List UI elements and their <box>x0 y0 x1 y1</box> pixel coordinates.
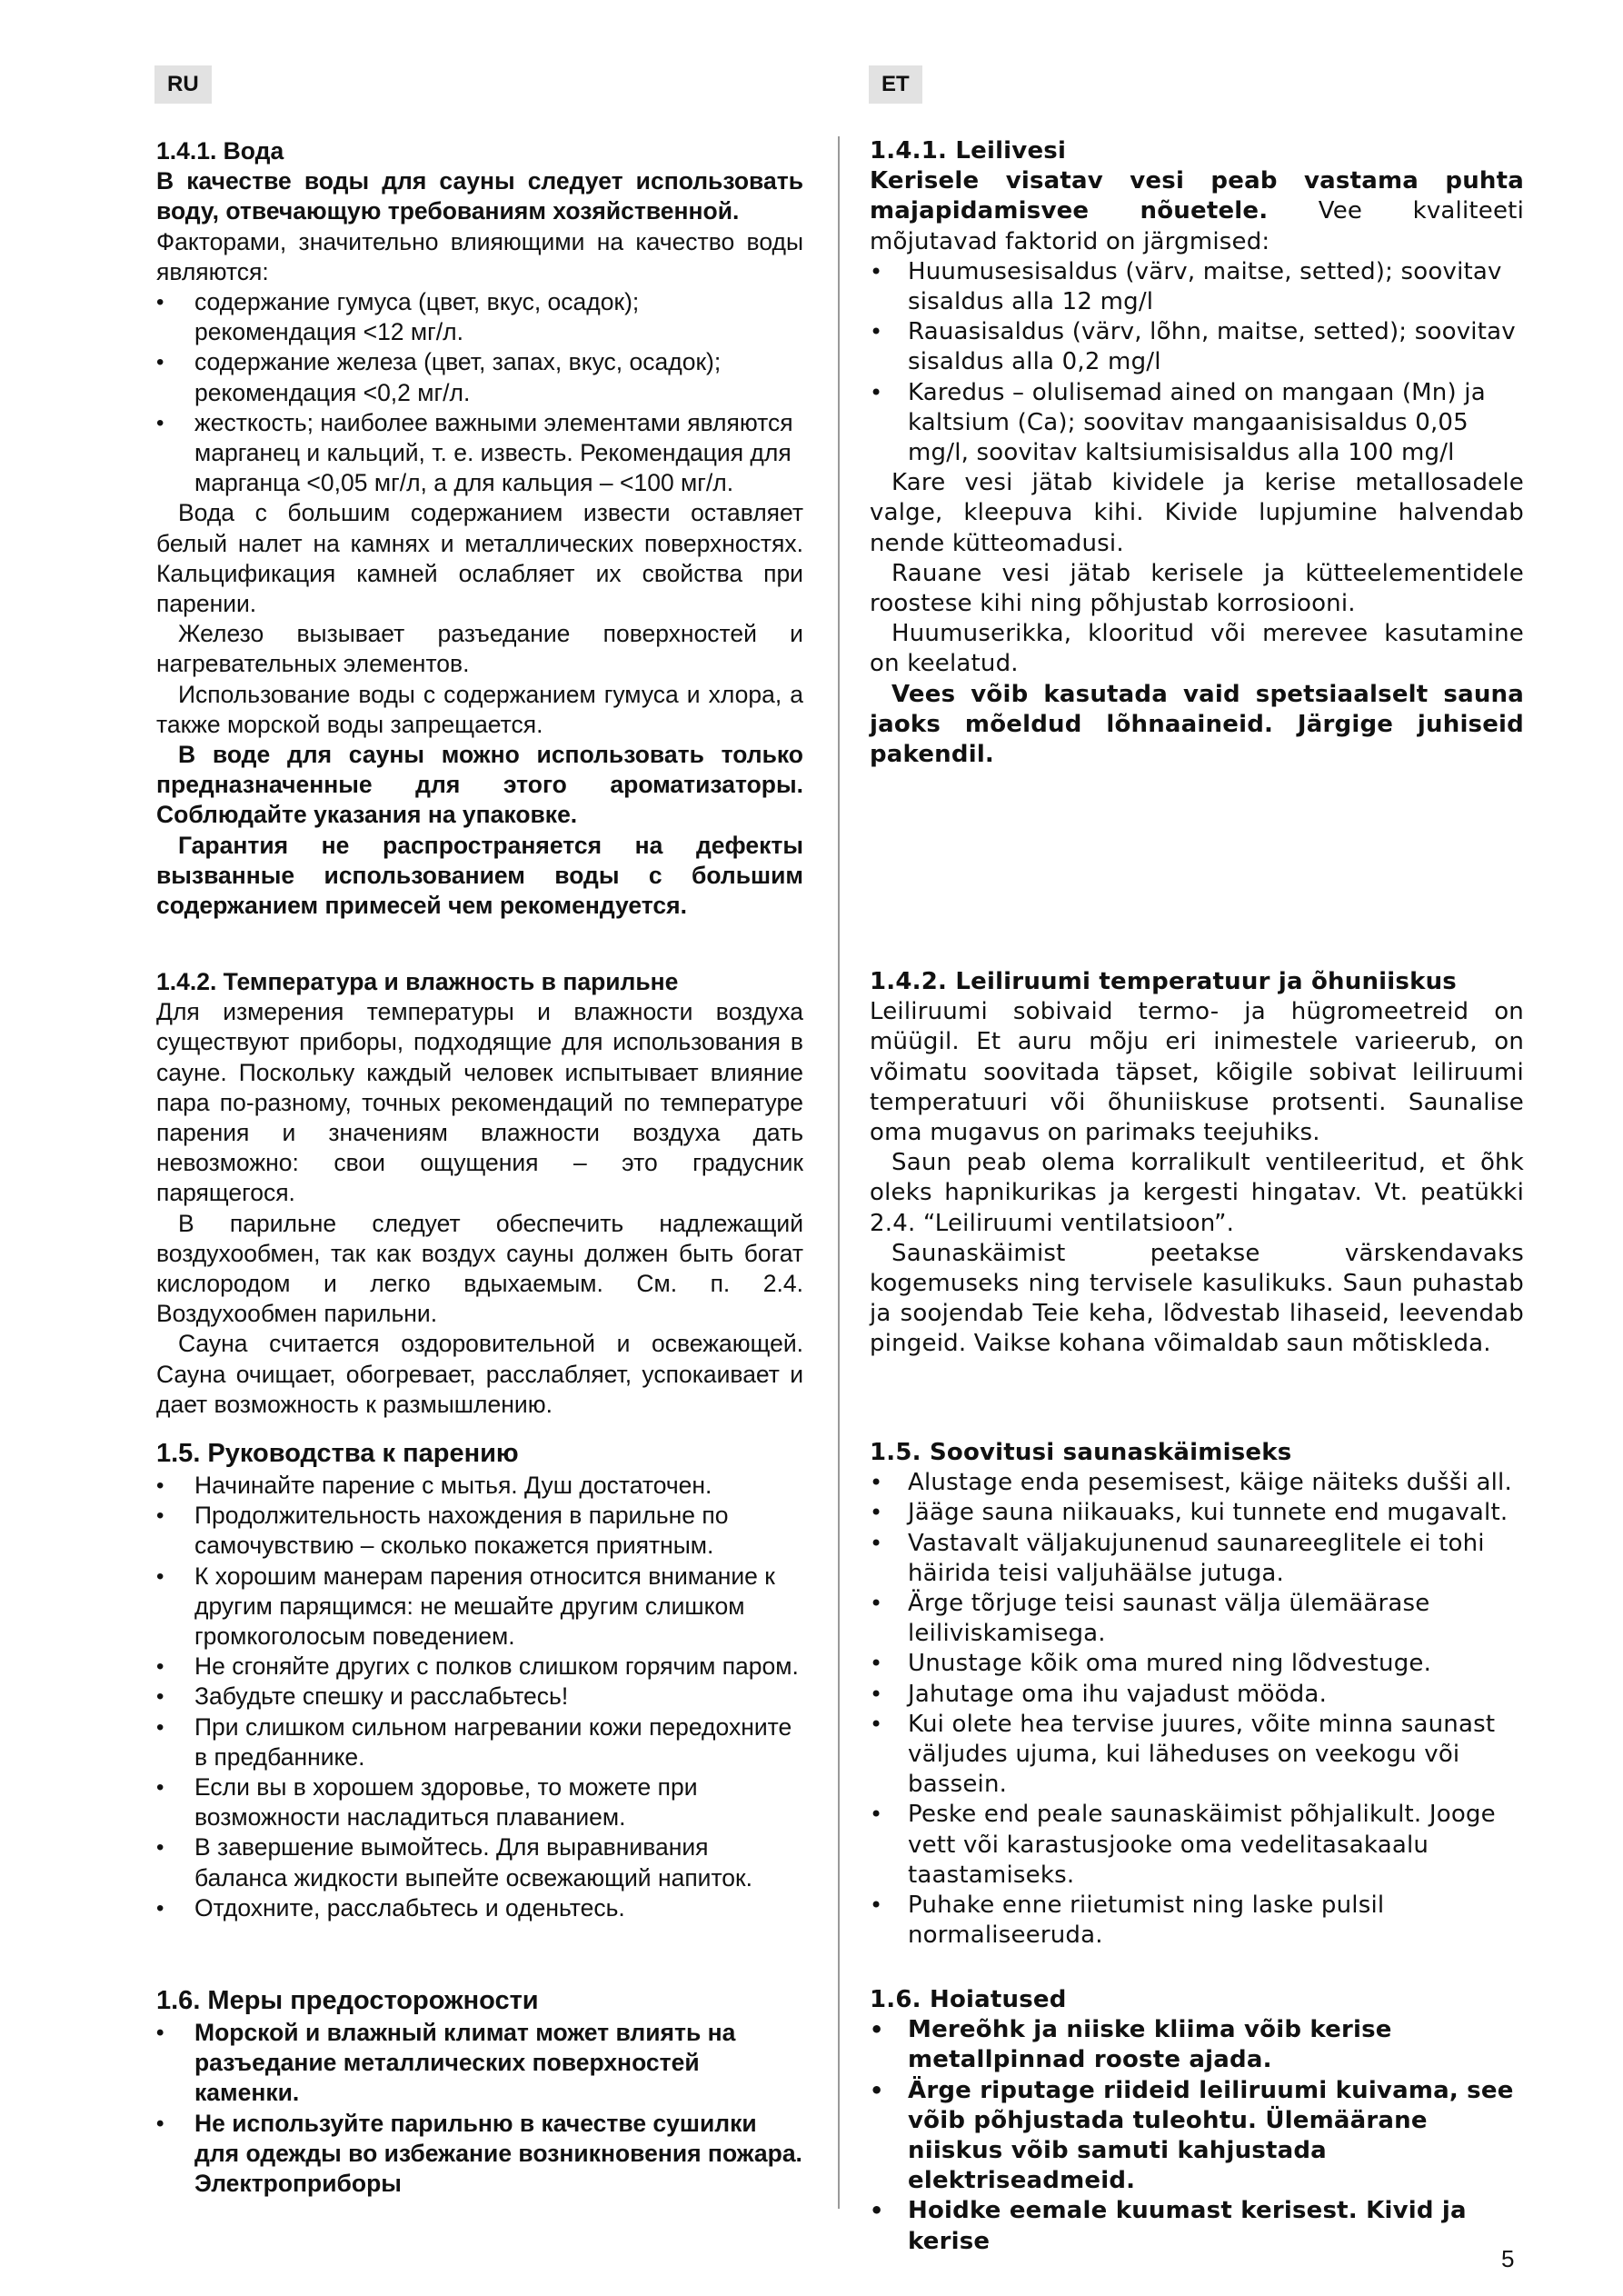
list-item: • содержание гумуса (цвет, вкус, осадок); рекомендация <12 мг/л. <box>156 287 803 347</box>
paragraph: В парильне следует обеспечить надлежащий воздухообмен, так как воздух сауны должен быть богат кислородом и легко вдыхаемым. См. п. 2.4. Воздухообмен парильни. <box>156 1209 803 1328</box>
heading-et-1-6: 1.6. Hoiatused <box>870 1986 1067 2013</box>
list-item: • Ärge riputage riideid leiliruumi kuivama, see võib põhjustada tuleohtu. Ülemäärane niiskus võib samuti kahjustada elektriseadmeid. <box>870 2076 1524 2197</box>
heading-et-1-4-1: 1.4.1. Leilivesi <box>870 137 1067 165</box>
language-tag-ru: RU <box>154 65 212 104</box>
list-item: • Начинайте парение с мытья. Душ достаточен. <box>156 1471 803 1501</box>
list-item: • Unustage kõik oma mured ning lõdvestuge. <box>870 1649 1524 1679</box>
paragraph: Kare vesi jätab kividele ja kerise metallosadele valge, kleepuva kihi. Kivide lupjumine halvendab nende kütteomadusi. <box>870 469 1524 557</box>
paragraph: Saun peab olema korralikult ventileeritud, et õhk oleks hapnikurikas ja kergesti hingatav. Vt. peatükki 2.4. “Leiliruumi ventilatsioon”. <box>870 1149 1524 1237</box>
heading-ru-1-5: 1.5. Руководства к парению <box>156 1439 519 1468</box>
paragraph: Leiliruumi sobivaid termo- ja hügromeetreid on müügil. Et auru mõju eri inimestele varieerub, on võimatu soovitada täpset, kõigile sobivat leiliruumi temperatuuri või õhuniiskuse protsenti. Saunalise oma mugavus on parimaks teejuhiks. <box>870 998 1524 1147</box>
heading-et-1-5: 1.5. Soovitusi saunaskäimiseks <box>870 1439 1292 1466</box>
heading-ru-1-6: 1.6. Меры предосторожности <box>156 1986 539 2015</box>
list-item: • К хорошим манерам парения относится внимание к другим парящимся: не мешайте другим слишком громкоголосым поведением. <box>156 1562 803 1652</box>
list-item: • Продолжительность нахождения в парильне по самочувствию – сколько покажется приятным. <box>156 1501 803 1561</box>
paragraph: Железо вызывает разъедание поверхностей и нагревательных элементов. <box>156 620 803 678</box>
section-et-warnings <box>870 1985 1524 2257</box>
section-ru-precautions <box>156 1985 803 2199</box>
bullet-list-et-water <box>870 257 1524 468</box>
list-item: • При слишком сильном нагревании кожи передохните в предбаннике. <box>156 1712 803 1772</box>
list-item: • Jääge sauna niikauaks, kui tunnete end mugavalt. <box>870 1498 1524 1528</box>
list-item: • Отдохните, расслабьтесь и оденьтесь. <box>156 1893 803 1923</box>
paragraph-bold: В воде для сауны можно использовать только предназначенные для этого ароматизаторы. Соблюдайте указания на упаковке. <box>156 741 803 829</box>
list-item: • Не используйте парильню в качестве сушилки для одежды во избежание возникновения пожара. Электроприборы <box>156 2109 803 2200</box>
list-item: • Vastavalt väljakujunenud saunareeglitele ei tohi häirida teisi valjuhäälse jutuga. <box>870 1529 1524 1589</box>
list-item: • Морской и влажный климат может влиять на разъедание металлических поверхностей каменки. <box>156 2018 803 2109</box>
heading-ru-1-4-2: 1.4.2. Температура и влажность в парильне <box>156 968 679 995</box>
list-item: • Не сгоняйте других с полков слишком горячим паром. <box>156 1652 803 1682</box>
lead-et-1-4-1 <box>870 166 1524 257</box>
bullet-list-et-warnings <box>870 2015 1524 2257</box>
paragraph: Saunaskäimist peetakse värskendavaks kogemuseks ning tervisele kasulikuks. Saun puhastab ja soojendab Teie keha, lõdvestab lihaseid, leevendab pingeid. Vaikse kohana võimaldab saun mõtiskleda. <box>870 1239 1524 1358</box>
paragraph-bold: Гарантия не распространяется на дефекты вызванные использованием воды с большим содержанием примесей чем рекомендуется. <box>156 831 803 920</box>
bullet-list-ru-water <box>156 287 803 498</box>
paragraph: Сауна считается оздоровительной и освежающей. Сауна очищает, обогревает, расслабляет, успокаивает и дает возможность к размышлению. <box>156 1330 803 1418</box>
list-item: • Puhake enne riietumist ning laske pulsil normaliseeruda. <box>870 1891 1524 1951</box>
paragraph-bold: Vees võib kasutada vaid spetsiaalselt sauna jaoks mõeldud lõhnaaineid. Järgige juhiseid pakendil. <box>870 680 1524 769</box>
list-item: • Peske end peale saunaskäimist põhjalikult. Jooge vett või karastusjooke oma vedelitasakaalu taastamiseks. <box>870 1800 1524 1891</box>
section-ru-water <box>156 136 803 921</box>
list-item: • Забудьте спешку и расслабьтесь! <box>156 1682 803 1712</box>
lead-et-bold: Kerisele visatav vesi peab vastama puhta majapidamisvee nõuetele. <box>870 167 1524 225</box>
intro-ru-1-4-1: Факторами, значительно влияющими на качество воды являются: <box>156 227 803 285</box>
list-item: • В завершение вымойтесь. Для выравнивания баланса жидкости выпейте освежающий напиток. <box>156 1832 803 1892</box>
paragraph: Для измерения температуры и влажности воздуха существуют приборы, подходящие для использования в сауне. Поскольку каждый человек испытывает влияние пара по-разному, точных рекомендаций по температуре парения и значениям влажности воздуха дать невозможно: свои ощущения – это градусник парящегося. <box>156 998 803 1207</box>
section-et-temperature <box>870 967 1524 1360</box>
list-item: • Hoidke eemale kuumast kerisest. Kivid ja kerise <box>870 2196 1524 2256</box>
heading-et-1-4-2: 1.4.2. Leiliruumi temperatuur ja õhuniiskus <box>870 968 1457 995</box>
bullet-list-ru-precautions <box>156 2018 803 2199</box>
section-ru-temperature <box>156 967 803 1420</box>
list-item: • Mereõhk ja niiske kliima võib kerise metallpinnad rooste ajada. <box>870 2015 1524 2075</box>
list-item: • жесткость; наиболее важными элементами являются марганец и кальций, т. е. известь. Рекомендация для марганца <0,05 мг/л, а для кальция – <100 мг/л. <box>156 408 803 499</box>
heading-ru-1-4-1: 1.4.1. Вода <box>156 137 284 165</box>
paragraph: Rauane vesi jätab kerisele ja kütteelementidele roostese kihi ning põhjustab korrosiooni. <box>870 559 1524 618</box>
list-item: • Rauasisaldus (värv, lõhn, maitse, setted); soovitav sisaldus alla 0,2 mg/l <box>870 317 1524 377</box>
paragraph: Huumuserikka, klooritud või merevee kasutamine on keelatud. <box>870 620 1524 678</box>
list-item: • Huumusesisaldus (värv, maitse, setted); soovitav sisaldus alla 12 mg/l <box>870 257 1524 317</box>
language-tag-et: ET <box>869 65 922 104</box>
bullet-list-ru-guidelines <box>156 1471 803 1923</box>
section-et-guidelines <box>870 1438 1524 1951</box>
list-item: • Alustage enda pesemisest, käige näiteks dušši all. <box>870 1468 1524 1498</box>
list-item: • Kui olete hea tervise juures, võite minna saunast väljudes ujuma, kui läheduses on veekogu või bassein. <box>870 1710 1524 1801</box>
section-et-water <box>870 136 1524 770</box>
list-item: • Ärge tõrjuge teisi saunast välja ülemäärase leiliviskamisega. <box>870 1589 1524 1649</box>
page-number: 5 <box>1501 2245 1515 2272</box>
list-item: • Jahutage oma ihu vajadust mööda. <box>870 1680 1524 1710</box>
section-ru-guidelines <box>156 1438 803 1923</box>
lead-ru-1-4-1: В качестве воды для сауны следует использовать воду, отвечающую требованиям хозяйственной. <box>156 167 803 225</box>
column-divider <box>838 136 840 2209</box>
bullet-list-et-guidelines <box>870 1468 1524 1951</box>
paragraph: Использование воды с содержанием гумуса и хлора, а также морской воды запрещается. <box>156 680 803 738</box>
list-item: • Если вы в хорошем здоровье, то можете при возможности насладиться плаванием. <box>156 1772 803 1832</box>
paragraph: Вода с большим содержанием извести оставляет белый налет на камнях и металлических поверхностях. Кальцификация камней ослабляет их свойства при парении. <box>156 499 803 618</box>
lead-et-rest: Vee kvaliteeti mõjutavad faktorid on järgmised: <box>870 197 1524 255</box>
list-item: • содержание железа (цвет, запах, вкус, осадок); рекомендация <0,2 мг/л. <box>156 347 803 407</box>
list-item: • Karedus – olulisemad ained on mangaan (Mn) ja kaltsium (Ca); soovitav mangaanisisaldus 0,05 mg/l, soovitav kaltsiumisisaldus alla 100 mg/l <box>870 378 1524 469</box>
